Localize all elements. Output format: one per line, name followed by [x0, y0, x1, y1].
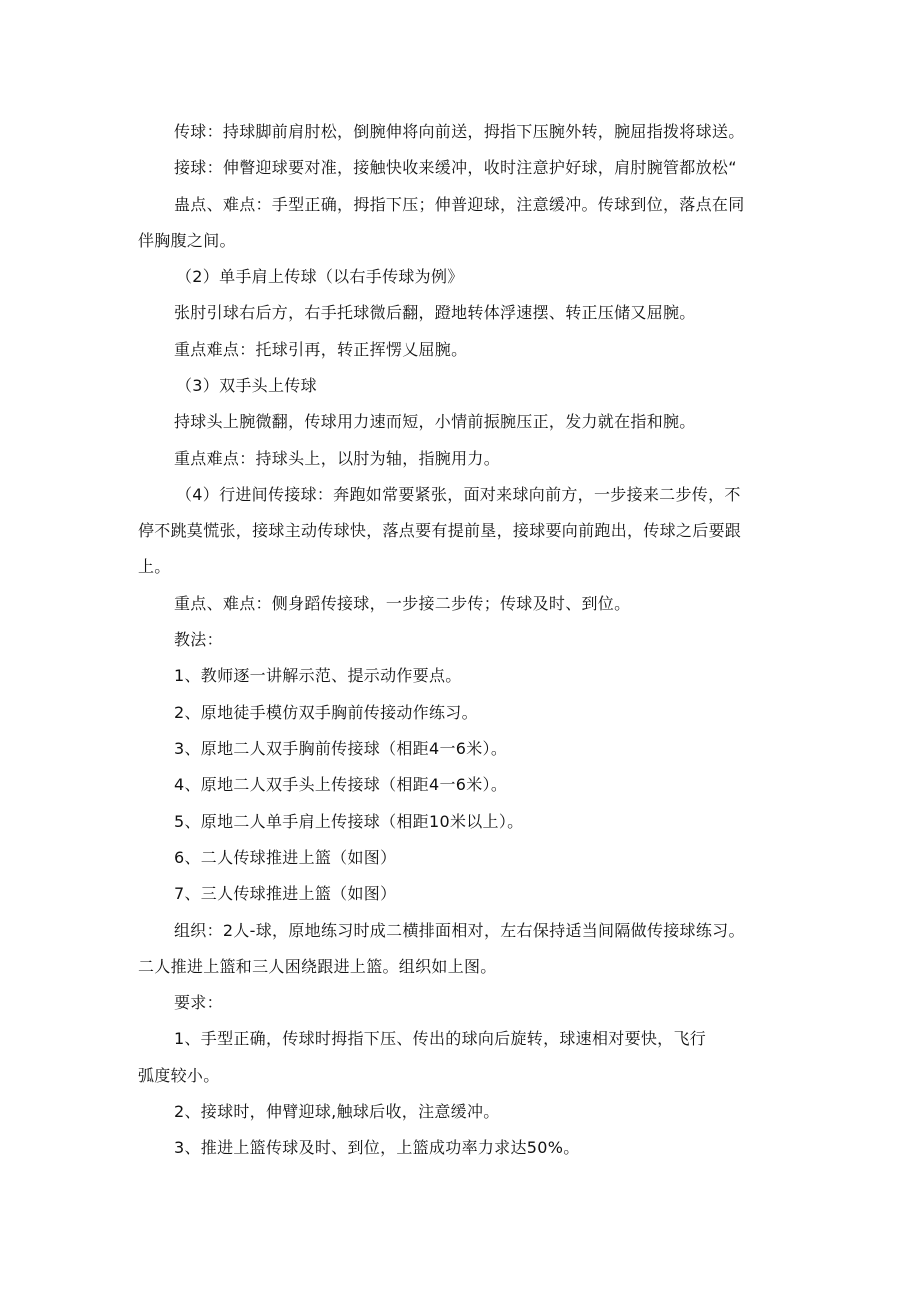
paragraph-moving-pass-cont-1: 停不跳莫慌张，接球主动传球快，落点要有提前垦，接球要向前跑出，传球之后要跟: [138, 521, 742, 540]
paragraph-key-points-3: 重点难点：持球头上，以肘为轴，指腕用力。: [174, 449, 501, 468]
list-item-method-5: 5、原地二人单手肩上传接球（相距10米以上）。: [174, 812, 524, 831]
paragraph-key-points-2: 重点难点：托球引再，转正挥愣乂屈腕。: [174, 340, 468, 359]
paragraph-passing-technique: 传球：持球脚前肩肘松，倒腕伸将向前送，拇指下压腕外转，腕屈指拨将球送。: [174, 122, 745, 141]
list-item-method-4: 4、原地二人双手头上传接球（相距4一6米）。: [174, 775, 508, 794]
heading-two-hand-overhead-pass: （3）双手头上传球: [176, 376, 317, 395]
paragraph-one-hand-technique: 张肘引球右后方，右手托球微后翻，蹬地转体浮速摆、转正压储又屈腕。: [174, 303, 696, 322]
heading-one-hand-shoulder-pass: （2）单手肩上传球（以右手传球为例》: [176, 267, 464, 286]
heading-requirements: 要求：: [174, 993, 223, 1012]
list-item-method-3: 3、原地二人双手胸前传接球（相距4一6米）。: [174, 739, 508, 758]
list-item-method-2: 2、原地徒手模仿双手胸前传接动作练习。: [174, 703, 478, 722]
paragraph-catching-technique: 接球：伸瞥迎球要对准，接触快收来缓冲，收时注意护好球，肩肘腕管都放松“: [174, 158, 737, 177]
list-item-requirement-2: 2、接球时，伸臂迎球,触球后收，注意缓冲。: [174, 1102, 500, 1121]
list-item-method-7: 7、三人传球推进上篮（如图）: [174, 884, 397, 903]
paragraph-key-points-1-cont: 伴胸腹之间。: [138, 231, 236, 250]
list-item-method-6: 6、二人传球推进上篮（如图）: [174, 848, 397, 867]
paragraph-overhead-technique: 持球头上腕微翻，传球用力速而短，小情前振腕压正，发力就在指和腕。: [174, 412, 696, 431]
paragraph-moving-pass: （4）行进间传接球：奔跑如常要紧张，面对来球向前方，一步接来二步传，不: [176, 485, 741, 504]
paragraph-key-points-1: 蛊点、难点：手型正确，拇指下压；伸普迎球，注意缓冲。传球到位，落点在同: [174, 195, 745, 214]
list-item-requirement-1: 1、手型正确，传球时拇指下压、传出的球向后旋转，球速相对要快，飞行: [174, 1029, 707, 1048]
heading-teaching-method: 教法：: [174, 630, 223, 649]
paragraph-organization-cont: 二人推进上篮和三人困绕跟进上篮。组织如上图。: [138, 957, 497, 976]
list-item-requirement-1-cont: 弧度较小。: [138, 1066, 220, 1085]
list-item-method-1: 1、教师逐一讲解示范、提示动作要点。: [174, 666, 462, 685]
paragraph-organization: 组织：2人-球，原地练习时成二横排面相对，左右保持适当间隔做传接球练习。: [174, 921, 745, 940]
paragraph-moving-pass-cont-2: 上。: [138, 557, 171, 576]
list-item-requirement-3: 3、推进上篮传球及时、到位，上篮成功率力求达50%。: [174, 1138, 580, 1157]
paragraph-key-points-4: 重点、难点：侧身蹈传接球，一步接二步传；传球及时、到位。: [174, 594, 631, 613]
